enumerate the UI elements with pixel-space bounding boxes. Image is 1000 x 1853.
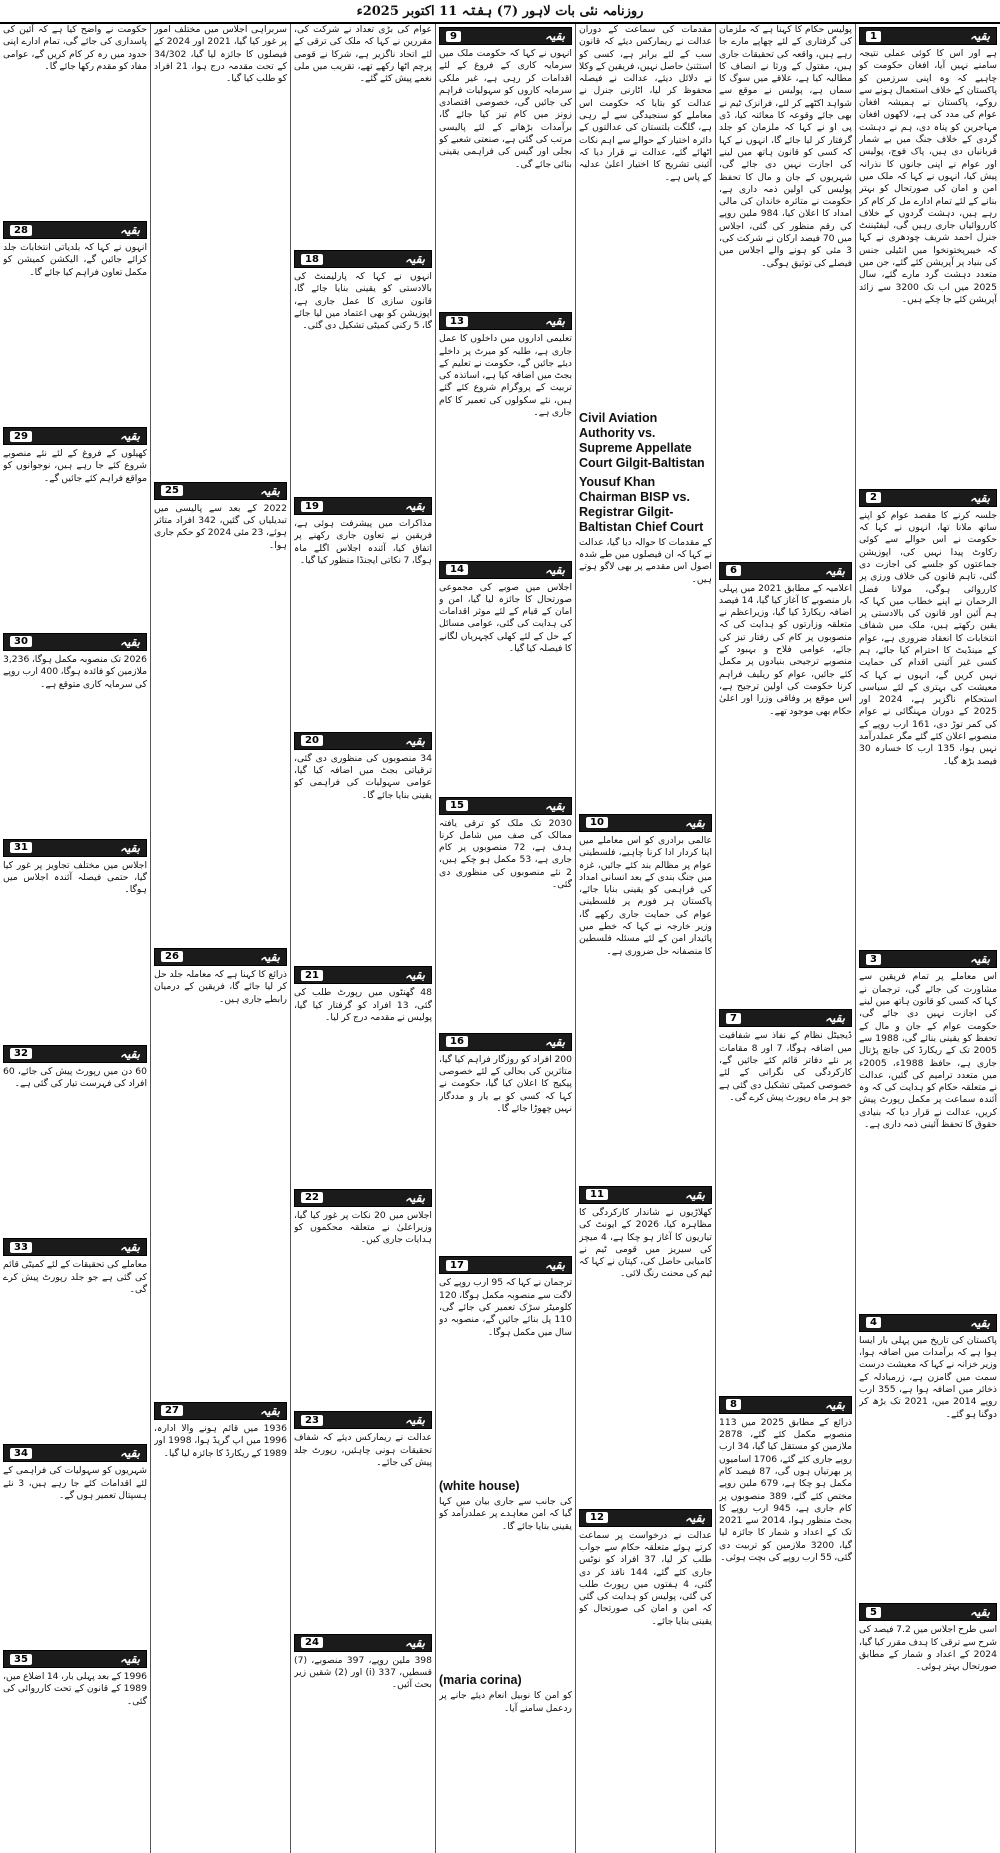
article-text: 398 ملین روپے، 397 منصوبے، (7) قسطیں، 337 (i) اور (2) شقیں زیر بحث آئیں۔ xyxy=(294,1654,432,1691)
continuation-label: بقیہ xyxy=(119,840,140,855)
article-text: عدالت نے ریمارکس دیئے کہ شفاف تحقیقات ہونی چاہئیں، رپورٹ جلد پیش کی جائے۔ xyxy=(294,1432,432,1468)
article-text: ذرائع کے مطابق 2025 میں 113 منصوبے مکمل کئے گئے، 2878 ملازمین کو مستقل کیا گیا، 34 ارب روپے جاری کئے گئے، 1706 اسامیوں پر بھرتیاں ہوں گی، 87 فیصد کام مکمل ہو چکا ہے، 679 ملین روپے مختص کئے گئے، 389 منصوبوں پر کام جاری ہے، 945 ارب روپے کا بجٹ منظور ہوا، 2014 سے 2021 تک کے اعداد و شمار کا جائزہ لیا گیا، 3200 ملازمین کو تربیت دی گئی، 55 ارب روپے کی بچت ہوئی۔ xyxy=(719,1416,852,1564)
column-4 xyxy=(435,24,575,1853)
continuation-number: 29 xyxy=(10,431,32,442)
article-text: ذرائع کا کہنا ہے کہ معاملہ جلد حل کر لیا جائے گا، فریقین کے درمیان رابطے جاری ہیں۔ xyxy=(154,968,287,1005)
continuation-label: بقیہ xyxy=(684,1510,705,1525)
continuation-label: بقیہ xyxy=(259,949,280,964)
article-text: کی جانب سے جاری بیان میں کہا گیا کہ امن معاہدے پر عملدرآمد کو یقینی بنایا جائے گا۔ xyxy=(439,1496,572,1532)
column-3 xyxy=(575,24,715,1853)
continuation-strip-23 xyxy=(294,1411,432,1429)
article-text: انہوں نے کہا کہ پارلیمنٹ کی بالادستی کو یقینی بنایا جائے گا، قانون سازی کا عمل جاری ہے، اپوزیشن کو بھی اعتماد میں لیا جائے گا، 5 رکنی کمیٹی تشکیل دی گئی۔ xyxy=(294,271,432,332)
continuation-number: 31 xyxy=(10,842,32,853)
article-text: 200 افراد کو روزگار فراہم کیا گیا، متاثرین کی بحالی کے لئے خصوصی پیکیج کا اعلان کیا گیا، حکومت نے کہا کہ کسی کو بے یار و مددگار نہیں چھوڑا جائے گا۔ xyxy=(439,1053,572,1114)
columns-container xyxy=(0,24,1000,1853)
continuation-strip-33 xyxy=(3,1238,147,1256)
continuation-strip-27 xyxy=(154,1402,287,1420)
continuation-number: 5 xyxy=(866,1607,881,1618)
article-text: کھیلوں کے فروغ کے لئے نئے منصوبے شروع کئے جا رہے ہیں، نوجوانوں کو مواقع فراہم کئے جائیں گے۔ xyxy=(3,448,147,484)
continuation-label: بقیہ xyxy=(969,1315,990,1330)
continuation-label: بقیہ xyxy=(404,252,425,266)
continuation-number: 13 xyxy=(446,316,468,327)
article-text: 48 گھنٹوں میں رپورٹ طلب کی گئی، 13 افراد کو گرفتار کیا گیا، پولیس نے مقدمہ درج کر لیا۔ xyxy=(294,987,432,1023)
article-text: کھلاڑیوں نے شاندار کارکردگی کا مظاہرہ کیا، 2026 کے ایونٹ کی تیاریوں کا آغاز ہو چکا ہے، 4 میچز کی سیریز میں قومی ٹیم نے کامیابی حاصل کی، کپتان نے کہا کہ ٹیم کی محنت رنگ لائی۔ xyxy=(579,1206,712,1280)
continuation-label: بقیہ xyxy=(404,1190,425,1205)
continuation-number: 2 xyxy=(866,492,881,503)
column-7 xyxy=(0,24,150,1853)
continuation-number: 27 xyxy=(161,1405,183,1416)
article-text: پولیس حکام کا کہنا ہے کہ ملزمان کی گرفتاری کے لئے چھاپے مارے جا رہے ہیں، واقعہ کی تحقیقات جاری ہیں، مقتول کے ورثا نے انصاف کا مطالبہ کیا ہے، علاقے میں سوگ کا سماں ہے، پولیس نے موقع سے شواہد اکٹھے کر لئے، فرانزک ٹیم نے بھی جائے وقوعہ کا معائنہ کیا، ڈی پی او نے کہا کہ ملزمان کو جلد گرفتار کر لیا جائے گا، انہوں نے کہا کہ کسی کو قانون ہاتھ میں لینے کی اجازت نہیں دی جائے گی، شہریوں کے جان و مال کا تحفظ پولیس کی اولین ذمہ داری ہے، حکومت نے متاثرہ خاندان کی مالی امداد کا اعلان کیا، 984 ملین روپے کی رقم منظور کی گئی، اجلاس میں 70 فیصد ارکان نے شرکت کی، 3 مئی کو ہونے والے اجلاس میں فیصلے کی توثیق ہوگی۔ xyxy=(719,24,852,269)
continuation-number: 34 xyxy=(10,1448,32,1459)
continuation-strip-29 xyxy=(3,427,147,445)
article-text: عدالت نے درخواست پر سماعت کرتے ہوئے متعلقہ حکام سے جواب طلب کر لیا، 37 افراد کو نوٹس جاری کئے گئے، 144 نافذ کر دی گئی، 4 ہفتوں میں رپورٹ طلب کی گئی، پولیس کو ہدایت کی گئی کہ امن و امان کی صورتحال کو یقینی بنایا جائے۔ xyxy=(579,1529,712,1627)
article-text: معاملے کی تحقیقات کے لئے کمیٹی قائم کی گئی ہے جو جلد رپورٹ پیش کرے گی۔ xyxy=(3,1259,147,1295)
article-text: سربراہی اجلاس میں مختلف امور پر غور کیا گیا، 2021 اور 2024 کے فیصلوں کا جائزہ لیا گیا، 34/302 کے تحت مقدمہ درج ہوا، 21 افراد کو طلب کیا گیا۔ xyxy=(154,24,287,85)
article-text: 60 دن میں رپورٹ پیش کی جائے، 60 افراد کی فہرست تیار کی گئی ہے۔ xyxy=(3,1065,147,1090)
continuation-number: 20 xyxy=(301,735,323,746)
continuation-strip-1 xyxy=(859,27,997,45)
continuation-number: 3 xyxy=(866,954,881,965)
article-text: 2030 تک ملک کو ترقی یافتہ ممالک کی صف میں شامل کرنا ہدف ہے، 72 منصوبوں پر کام جاری ہے، 53 مکمل ہو چکے ہیں، 2 نئے منصوبوں کی منظوری دی گئی۔ xyxy=(439,817,572,891)
article-text: 2026 تک منصوبہ مکمل ہوگا، 3,236 ملازمین کو فائدہ ہوگا، 400 ارب روپے کی سرمایہ کاری متوقع ہے۔ xyxy=(3,653,147,690)
article-text: اجلاس میں مختلف تجاویز پر غور کیا گیا، حتمی فیصلہ آئندہ اجلاس میں ہوگا۔ xyxy=(3,859,147,896)
continuation-strip-28 xyxy=(3,221,147,239)
article-text: جلسہ کرنے کا مقصد عوام کو اپنے ساتھ ملانا تھا، انہوں نے کہا کہ حکومت نے اس حوالے سے کوئی رکاوٹ پیدا نہیں کی، اپوزیشن جماعتوں کو جلسے کی اجازت دی گئی، تاہم قانون کی خلاف ورزی پر کارروائی ہوگی، مولانا فضل الرحمان نے اپنے خطاب میں کہا کہ ہم آئین اور قانون کی بالادستی پر یقین رکھتے ہیں، ملک میں شفاف انتخابات کا انعقاد ضروری ہے، عوام کے مینڈیٹ کا احترام کیا جائے، ہم کسی غیر آئینی اقدام کی حمایت نہیں کریں گے، انہوں نے کہا کہ معیشت کی بہتری کے لئے سیاسی استحکام ناگزیر ہے، 2024 اور 2025 کے دوران مہنگائی نے عوام کی کمر توڑ دی، 161 ارب روپے کے منصوبے اعلان کئے گئے مگر عملدرآمد نہیں ہوا، 135 ارب کا خسارہ 30 فیصد بڑھ گیا۔ xyxy=(859,509,997,767)
continuation-number: 8 xyxy=(726,1399,741,1410)
continuation-number: 33 xyxy=(10,1242,32,1253)
continuation-label: بقیہ xyxy=(404,968,425,983)
article-text: 1936 میں قائم ہونے والا ادارہ، 1996 میں اپ گریڈ ہوا، 1998 اور 1989 کے ریکارڈ کا جائزہ لیا گیا۔ xyxy=(154,1422,287,1459)
article-text: اعلامیہ کے مطابق 2021 میں پہلی بار منصوبے کا آغاز کیا گیا، 14 فیصد اضافہ ریکارڈ کیا گیا، وزیراعظم نے متعلقہ وزارتوں کو ہدایت کی کہ منصوبوں پر کام کی رفتار تیز کی جائے، عوامی فلاح و بہبود کے منصوبے ترجیحی بنیادوں پر مکمل کئے جائیں، عوام کو ریلیف فراہم کرنا حکومت کی اولین ترجیح ہے، اس موقع پر وفاقی وزرا اور اعلیٰ حکام بھی موجود تھے۔ xyxy=(719,582,852,717)
continuation-strip-26 xyxy=(154,948,287,966)
continuation-number: 14 xyxy=(446,564,468,575)
page-header xyxy=(0,0,1000,24)
article-text: پاکستان کی تاریخ میں پہلی بار ایسا ہوا ہے کہ برآمدات میں اضافہ ہوا، وزیر خزانہ نے کہا کہ معیشت درست سمت میں گامزن ہے، زرمبادلہ کے ذخائر میں اضافہ ہوا ہے، 355 ارب روپے 2014 میں، 2021 تک بڑھ کر دوگنا ہو گئے۔ xyxy=(859,1334,997,1420)
continuation-label: بقیہ xyxy=(824,1011,845,1026)
continuation-strip-17 xyxy=(439,1256,572,1274)
continuation-label: بقیہ xyxy=(119,223,140,238)
continuation-strip-32 xyxy=(3,1045,147,1063)
continuation-label: بقیہ xyxy=(684,1187,705,1202)
continuation-strip-2 xyxy=(859,489,997,507)
continuation-strip-34 xyxy=(3,1444,147,1462)
article-text: حکومت نے واضح کیا ہے کہ آئین کی پاسداری کی جائے گی، تمام ادارے اپنی حدود میں رہ کر کام کریں گے، عوامی مفاد کو مقدم رکھا جائے گا۔ xyxy=(3,24,147,72)
article-text: کے مقدمات کا حوالہ دیا گیا، عدالت نے کہا کہ ان فیصلوں میں طے شدہ اصول اس مقدمے پر بھی لاگو ہوتے ہیں۔ xyxy=(579,536,712,585)
continuation-number: 23 xyxy=(301,1415,323,1426)
continuation-number: 16 xyxy=(446,1036,468,1047)
continuation-number: 6 xyxy=(726,565,741,576)
continuation-strip-24 xyxy=(294,1634,432,1652)
article-text: 1996 کے بعد پہلی بار، 14 اضلاع میں، 1989 کے قانون کے تحت کارروائی کی گئی۔ xyxy=(3,1671,147,1707)
english-text-case2: Yousuf Khan Chairman BISP vs. Registrar Gilgit-Baltistan Chief Court xyxy=(579,474,704,534)
article-text: مذاکرات میں پیشرفت ہوئی ہے، فریقین نے تعاون جاری رکھنے پر اتفاق کیا، آئندہ اجلاس اگلے ماہ ہوگا، 7 نکاتی ایجنڈا منظور کیا گیا۔ xyxy=(294,518,432,566)
continuation-strip-5 xyxy=(859,1603,997,1621)
continuation-label: بقیہ xyxy=(119,634,140,649)
continuation-label: بقیہ xyxy=(969,1605,990,1620)
continuation-strip-14 xyxy=(439,561,572,579)
continuation-number: 32 xyxy=(10,1048,32,1059)
continuation-strip-19 xyxy=(294,497,432,515)
continuation-label: بقیہ xyxy=(824,1397,845,1412)
continuation-strip-18 xyxy=(294,250,432,268)
continuation-label: بقیہ xyxy=(684,815,705,830)
article-text: شہریوں کو سہولیات کی فراہمی کے لئے اقدامات کئے جا رہے ہیں، 3 نئے ہسپتال تعمیر ہوں گے۔ xyxy=(3,1465,147,1501)
article-text: عوام کی بڑی تعداد نے شرکت کی، مقررین نے کہا کہ ملک کی ترقی کے لئے اتحاد ناگزیر ہے، شرکا نے قومی پرچم اٹھا رکھے تھے، تقریب میں ملی نغمے پیش کئے گئے۔ xyxy=(294,24,432,85)
column-1 xyxy=(855,24,1000,1853)
continuation-strip-11 xyxy=(579,1186,712,1204)
continuation-number: 12 xyxy=(586,1512,608,1523)
continuation-strip-31 xyxy=(3,839,147,857)
continuation-strip-15 xyxy=(439,797,572,815)
continuation-strip-16 xyxy=(439,1033,572,1051)
continuation-label: بقیہ xyxy=(404,733,425,748)
column-5 xyxy=(290,24,435,1853)
continuation-number: 24 xyxy=(301,1637,323,1648)
continuation-strip-7 xyxy=(719,1009,852,1027)
continuation-label: بقیہ xyxy=(404,1635,425,1650)
continuation-strip-10 xyxy=(579,814,712,832)
continuation-label: بقیہ xyxy=(544,1258,565,1273)
continuation-number: 21 xyxy=(301,970,323,981)
article-text: اجلاس میں صوبے کی مجموعی صورتحال کا جائزہ لیا گیا، امن و امان کے قیام کے لئے موثر اقدامات کی ہدایت کی گئی، عوامی مسائل کے حل کے لئے کھلی کچہریاں لگانے کا فیصلہ کیا گیا۔ xyxy=(439,581,572,655)
continuation-label: بقیہ xyxy=(969,29,990,43)
article-text: ہے اور اس کا کوئی عملی نتیجہ سامنے نہیں آیا، افغان حکومت کو چاہیے کہ وہ اپنی سرزمین کو پاکستان کے خلاف استعمال ہونے سے روکے، پاکستان نے ہمیشہ افغان عوام کی مدد کی ہے، لاکھوں افغان مہاجرین کو پناہ دی، ہم نے دہشت گردی کے خلاف جنگ میں بے شمار قربانیاں دی ہیں، پاک فوج، پولیس اور عوام نے اپنی جانوں کا نذرانہ پیش کیا، انہوں نے کہا کہ ملک میں امن و امان کی صورتحال کو بہتر بنانے کے لئے تمام ادارے مل کر کام کر رہے ہیں، دہشت گردوں کے خلاف کارروائیاں جاری رہیں گی، لیفٹیننٹ جنرل احمد شریف چودھری نے کہا کہ خیبرپختونخوا میں انٹیلی جنس کی بنیاد پر آپریشن کئے گئے، جن میں متعدد دہشت گرد مارے گئے، سال 2025 میں اب تک 3200 سے زائد آپریشن کئے جا چکے ہیں۔ xyxy=(859,48,997,305)
continuation-number: 17 xyxy=(446,1260,468,1271)
continuation-number: 18 xyxy=(301,254,323,265)
continuation-label: بقیہ xyxy=(404,1413,425,1428)
article-text: انہوں نے کہا کہ بلدیاتی انتخابات جلد کرائے جائیں گے، الیکشن کمیشن کو مکمل تعاون فراہم کیا جائے گا۔ xyxy=(3,242,147,278)
page-title: روزنامہ نئی بات لاہور (7) ہفتہ 11 اکتوبر 2025ء xyxy=(356,3,644,19)
continuation-number: 28 xyxy=(10,225,32,236)
continuation-number: 26 xyxy=(161,951,183,962)
article-text: اس معاملے پر تمام فریقین سے مشاورت کی جائے گی، ترجمان نے کہا کہ کسی کو قانون ہاتھ میں لینے کی اجازت نہیں دی جائے گی، حکومت عوام کے جان و مال کے تحفظ کو یقینی بنائے گی، 1988 سے 2005 تک کے ریکارڈ کی جانچ پڑتال جاری ہے، حافظ 1988ء، 2005ء میں متعدد ترامیم کی گئیں، عدالت نے متعلقہ حکام کو ہدایت کی کہ وہ آئندہ سماعت پر مکمل رپورٹ پیش کریں، عدالت نے قرار دیا کہ بنیادی حقوق کا تحفظ آئینی ذمہ داری ہے۔ xyxy=(859,971,997,1130)
continuation-number: 9 xyxy=(446,31,461,42)
continuation-label: بقیہ xyxy=(119,1446,140,1461)
continuation-number: 25 xyxy=(161,485,183,496)
continuation-label: بقیہ xyxy=(119,1046,140,1061)
continuation-number: 22 xyxy=(301,1192,323,1203)
article-text: عالمی برادری کو اس معاملے میں اپنا کردار ادا کرنا چاہیے، فلسطینی عوام پر مظالم بند کئے جائیں، غزہ میں جنگ بندی کے بعد انسانی امداد کی فراہمی کو یقینی بنایا جائے، پاکستان ہر فورم پر فلسطینی عوام کی حمایت جاری رکھے گا، وزیر خارجہ نے کہا کہ خطے میں پائیدار امن کے لئے مسئلہ فلسطین کا منصفانہ حل ضروری ہے۔ xyxy=(579,834,712,957)
continuation-label: بقیہ xyxy=(259,1403,280,1418)
article-text: ترجمان نے کہا کہ 95 ارب روپے کی لاگت سے منصوبہ مکمل ہوگا، 120 کلومیٹر سڑک تعمیر کی جائے گی، 110 پل بنائے جائیں گے، منصوبہ دو سال میں مکمل ہوگا۔ xyxy=(439,1277,572,1338)
continuation-strip-8 xyxy=(719,1396,852,1414)
article-text: اجلاس میں 20 نکات پر غور کیا گیا، وزیراعلیٰ نے متعلقہ محکموں کو ہدایات جاری کیں۔ xyxy=(294,1209,432,1246)
continuation-number: 10 xyxy=(586,817,608,828)
continuation-label: بقیہ xyxy=(969,490,990,505)
continuation-label: بقیہ xyxy=(544,1034,565,1049)
column-6 xyxy=(150,24,290,1853)
continuation-number: 19 xyxy=(301,501,323,512)
continuation-label: بقیہ xyxy=(544,798,565,813)
article-text: اسی طرح اجلاس میں 7.2 فیصد کی شرح سے ترقی کا ہدف مقرر کیا گیا، 2024 کے اعداد و شمار کے مطابق صورتحال بہتر ہوئی۔ xyxy=(859,1624,997,1673)
continuation-label: بقیہ xyxy=(259,483,280,498)
continuation-strip-21 xyxy=(294,966,432,984)
article-text: انہوں نے کہا کہ حکومت ملک میں سرمایہ کاری کے فروغ کے لئے اقدامات کر رہی ہے، غیر ملکی سرمایہ کاروں کو سہولیات فراہم کی جائیں گی، خصوصی اقتصادی زونز میں کام تیز کیا جائے گا، برآمدات بڑھانے کے لئے پالیسی مرتب کی گئی ہے، صنعتی شعبے کو بجلی اور گیس کی فراہمی یقینی بنائی جائے گی۔ xyxy=(439,48,572,170)
continuation-number: 35 xyxy=(10,1654,32,1665)
english-text-maria-corina: (maria corina) xyxy=(439,1673,522,1688)
continuation-number: 11 xyxy=(586,1189,608,1200)
continuation-strip-20 xyxy=(294,732,432,750)
continuation-strip-13 xyxy=(439,312,572,330)
continuation-label: بقیہ xyxy=(119,1240,140,1255)
continuation-label: بقیہ xyxy=(544,314,565,329)
continuation-label: بقیہ xyxy=(969,952,990,967)
continuation-strip-35 xyxy=(3,1650,147,1668)
continuation-strip-6 xyxy=(719,562,852,580)
continuation-label: بقیہ xyxy=(119,429,140,444)
continuation-strip-3 xyxy=(859,950,997,968)
continuation-strip-30 xyxy=(3,633,147,651)
continuation-label: بقیہ xyxy=(119,1652,140,1667)
article-text: تعلیمی اداروں میں داخلوں کا عمل جاری ہے، طلبہ کو میرٹ پر داخلے دیئے جائیں گے، حکومت نے تعلیم کے بجٹ میں اضافہ کیا ہے، اساتذہ کی تربیت کے پروگرام شروع کئے گئے ہیں، نئے سکولوں کی تعمیر کا کام جاری ہے۔ xyxy=(439,333,572,418)
continuation-number: 7 xyxy=(726,1013,741,1024)
continuation-strip-25 xyxy=(154,482,287,500)
continuation-number: 4 xyxy=(866,1317,881,1328)
article-text: کو امن کا نوبیل انعام دیئے جانے پر ردعمل سامنے آیا۔ xyxy=(439,1690,572,1714)
english-text-case1: Civil Aviation Authority vs. Supreme Appellate Court Gilgit-Baltistan xyxy=(579,410,705,470)
continuation-strip-12 xyxy=(579,1509,712,1527)
article-text: 2022 کے بعد سے پالیسی میں تبدیلیاں کی گئیں، 342 افراد متاثر ہوئے، 23 مئی 2024 کو حکم جاری ہوا۔ xyxy=(154,502,287,551)
continuation-label: بقیہ xyxy=(544,562,565,577)
article-text: 34 منصوبوں کی منظوری دی گئی، ترقیاتی بجٹ میں اضافہ کیا گیا، عوامی سہولیات کی فراہمی کو یقینی بنایا جائے گا۔ xyxy=(294,752,432,801)
column-2 xyxy=(715,24,855,1853)
continuation-strip-22 xyxy=(294,1189,432,1207)
continuation-strip-9 xyxy=(439,27,572,45)
article-text: ڈیجیٹل نظام کے نفاذ سے شفافیت میں اضافہ ہوگا، 7 اور 8 مقامات پر نئے دفاتر قائم کئے جائیں گے، کارکردگی کی نگرانی کے لئے خصوصی کمیٹی تشکیل دی گئی ہے جو ہر ماہ رپورٹ پیش کرے گی۔ xyxy=(719,1030,852,1103)
continuation-label: بقیہ xyxy=(824,563,845,578)
english-text-white-house: (white house) xyxy=(439,1479,520,1494)
article-text: مقدمات کی سماعت کے دوران عدالت نے ریمارکس دیئے کہ قانون سب کے لئے برابر ہے، کسی کو استثنیٰ حاصل نہیں، فریقین کے وکلا نے دلائل دیئے، عدالت نے فیصلہ محفوظ کر لیا، اٹارنی جنرل نے عدالت کو بتایا کہ حکومت اس معاملے کو سنجیدگی سے لے رہی ہے، گلگت بلتستان کی عدالتوں کے دائرہ اختیار کے حوالے سے اہم نکات اٹھائے گئے، عدالت نے قرار دیا کہ آئینی تشریح کا اختیار اعلیٰ عدلیہ کے پاس ہے۔ xyxy=(579,24,712,183)
continuation-label: بقیہ xyxy=(404,499,425,513)
continuation-strip-4 xyxy=(859,1314,997,1332)
continuation-number: 30 xyxy=(10,636,32,647)
continuation-label: بقیہ xyxy=(544,29,565,43)
continuation-number: 1 xyxy=(866,31,881,42)
continuation-number: 15 xyxy=(446,800,468,811)
